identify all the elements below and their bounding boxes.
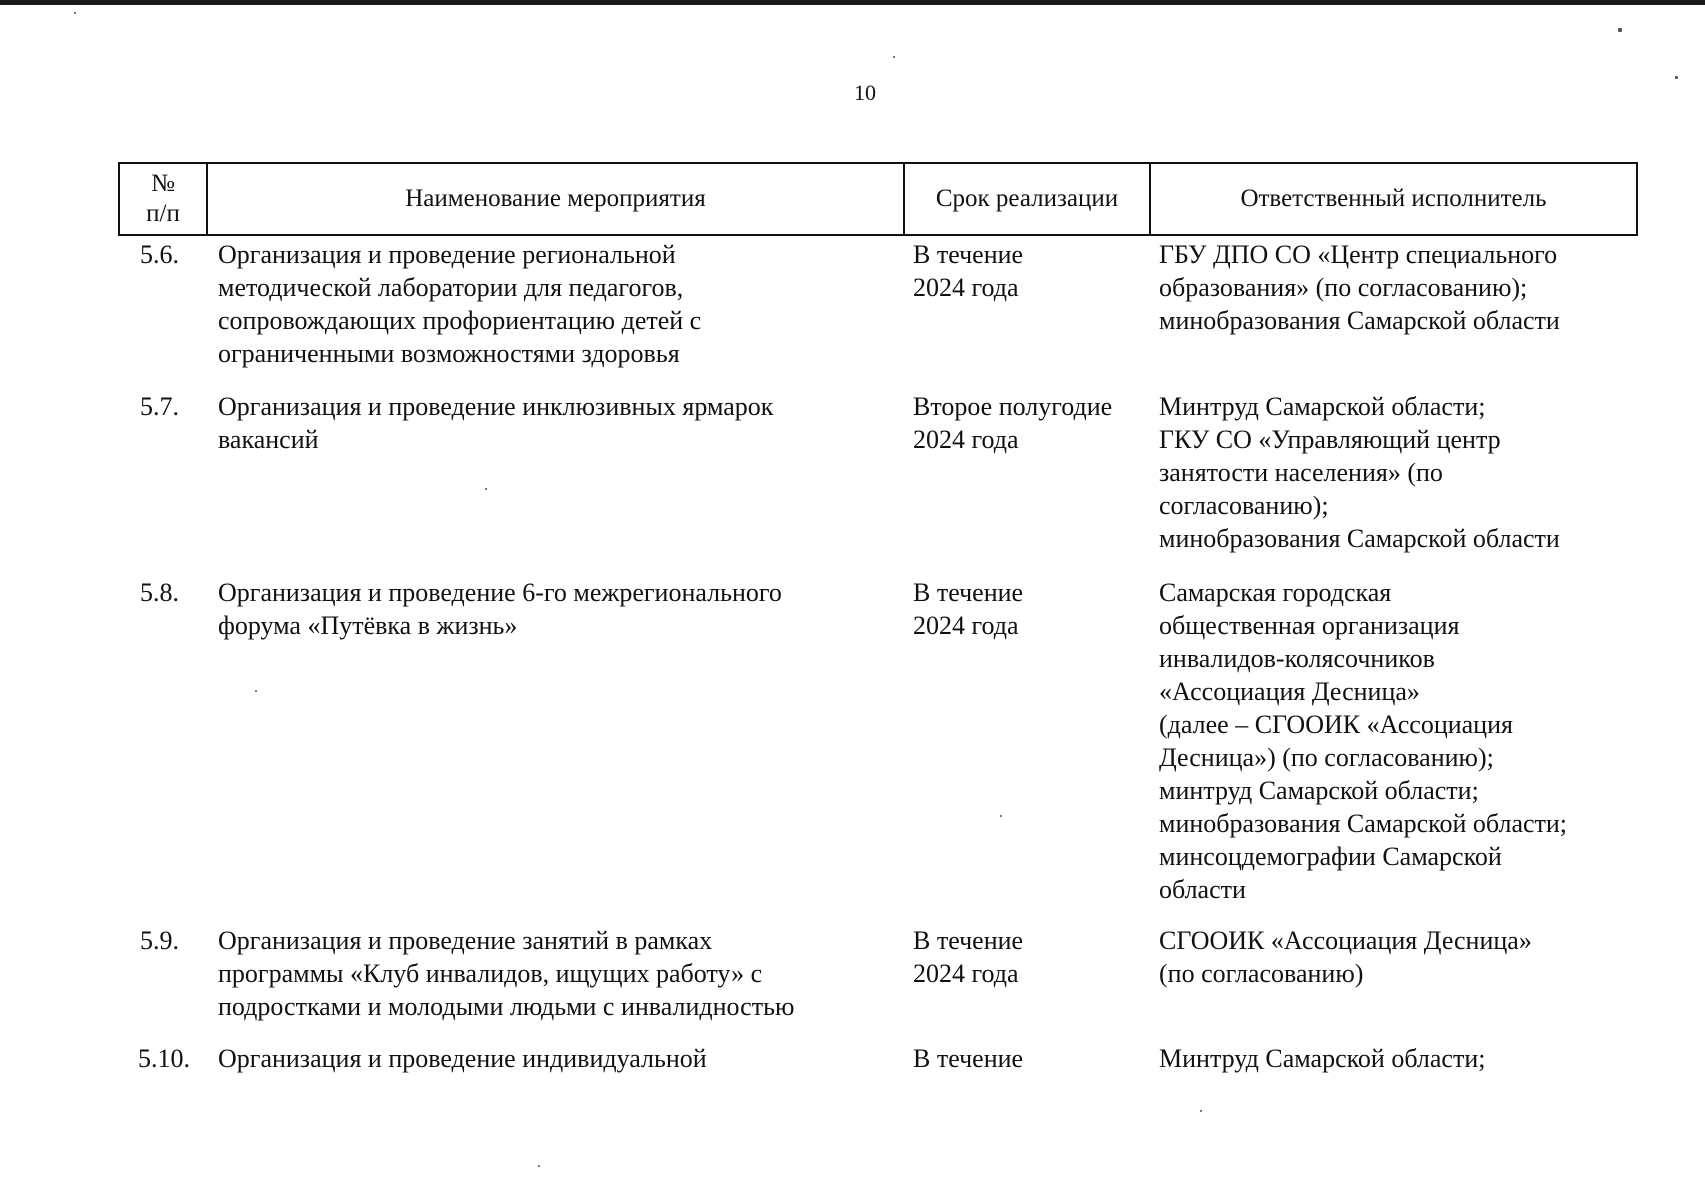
event-name: Организация и проведение инклюзивных ярмарок вакансий <box>218 392 774 454</box>
scan-top-edge <box>0 0 1705 5</box>
event-responsible: ГБУ ДПО СО «Центр специального образования» (по согласованию); минобразования Самарской области <box>1159 240 1560 335</box>
header-number-abbrev: п/п <box>146 200 180 227</box>
event-responsible: Самарская городская общественная организация инвалидов-колясочников «Ассоциация Десница» (далее – СГООИК «Ассоциация Десница») (по согласованию); минтруд Самарской области; минобразования Самарской области; минсоцдемографии Самарской области <box>1159 578 1568 904</box>
scan-speck <box>1618 28 1622 32</box>
table-header <box>118 162 1638 236</box>
event-name: Организация и проведение региональной методической лаборатории для педагогов, сопровождающих профориентацию детей с ограниченными возможностями здоровья <box>218 240 702 368</box>
row-number: 5.8. <box>140 578 179 607</box>
scan-speck <box>255 690 257 692</box>
event-name: Организация и проведение 6-го межрегионального форума «Путёвка в жизнь» <box>218 578 782 640</box>
header-number-sign: № <box>151 170 175 197</box>
row-number: 5.10. <box>138 1044 190 1073</box>
row-number: 5.9. <box>140 926 179 955</box>
row-number: 5.6. <box>140 240 179 269</box>
event-responsible: Минтруд Самарской области; <box>1159 1044 1486 1073</box>
event-term: В течение 2024 года <box>913 578 1024 640</box>
scan-speck <box>1200 1110 1202 1112</box>
event-term: Второе полугодие 2024 года <box>913 392 1113 454</box>
scan-speck <box>538 1165 540 1167</box>
table-row <box>118 238 1638 390</box>
scan-speck <box>74 12 76 14</box>
scan-speck <box>1000 815 1002 817</box>
header-term: Срок реализации <box>905 164 1151 234</box>
table-body <box>118 238 1638 1082</box>
event-name: Организация и проведение занятий в рамках программы «Клуб инвалидов, ищущих работу» с подростками и молодыми людьми с инвалидностью <box>218 926 795 1021</box>
table-row <box>118 390 1638 576</box>
table-row <box>118 924 1638 1042</box>
table-row <box>118 576 1638 924</box>
scan-speck <box>893 56 895 58</box>
header-responsible: Ответственный исполнитель <box>1240 185 1547 212</box>
event-responsible: Минтруд Самарской области; ГКУ СО «Управляющий центр занятости населения» (по согласованию); минобразования Самарской области <box>1159 392 1560 553</box>
row-number: 5.7. <box>140 392 179 421</box>
header-event-name: Наименование мероприятия <box>208 164 905 234</box>
event-term: В течение 2024 года <box>913 926 1024 988</box>
event-responsible: СГООИК «Ассоциация Десница» (по согласованию) <box>1159 926 1532 988</box>
event-name: Организация и проведение индивидуальной <box>218 1044 707 1073</box>
header-number-column <box>120 164 208 234</box>
scan-speck <box>1675 76 1678 79</box>
event-term: В течение 2024 года <box>913 240 1024 302</box>
scan-speck <box>485 488 487 490</box>
page-number: 10 <box>854 80 876 105</box>
event-term: В течение <box>913 1044 1024 1073</box>
table-row <box>118 1042 1638 1082</box>
